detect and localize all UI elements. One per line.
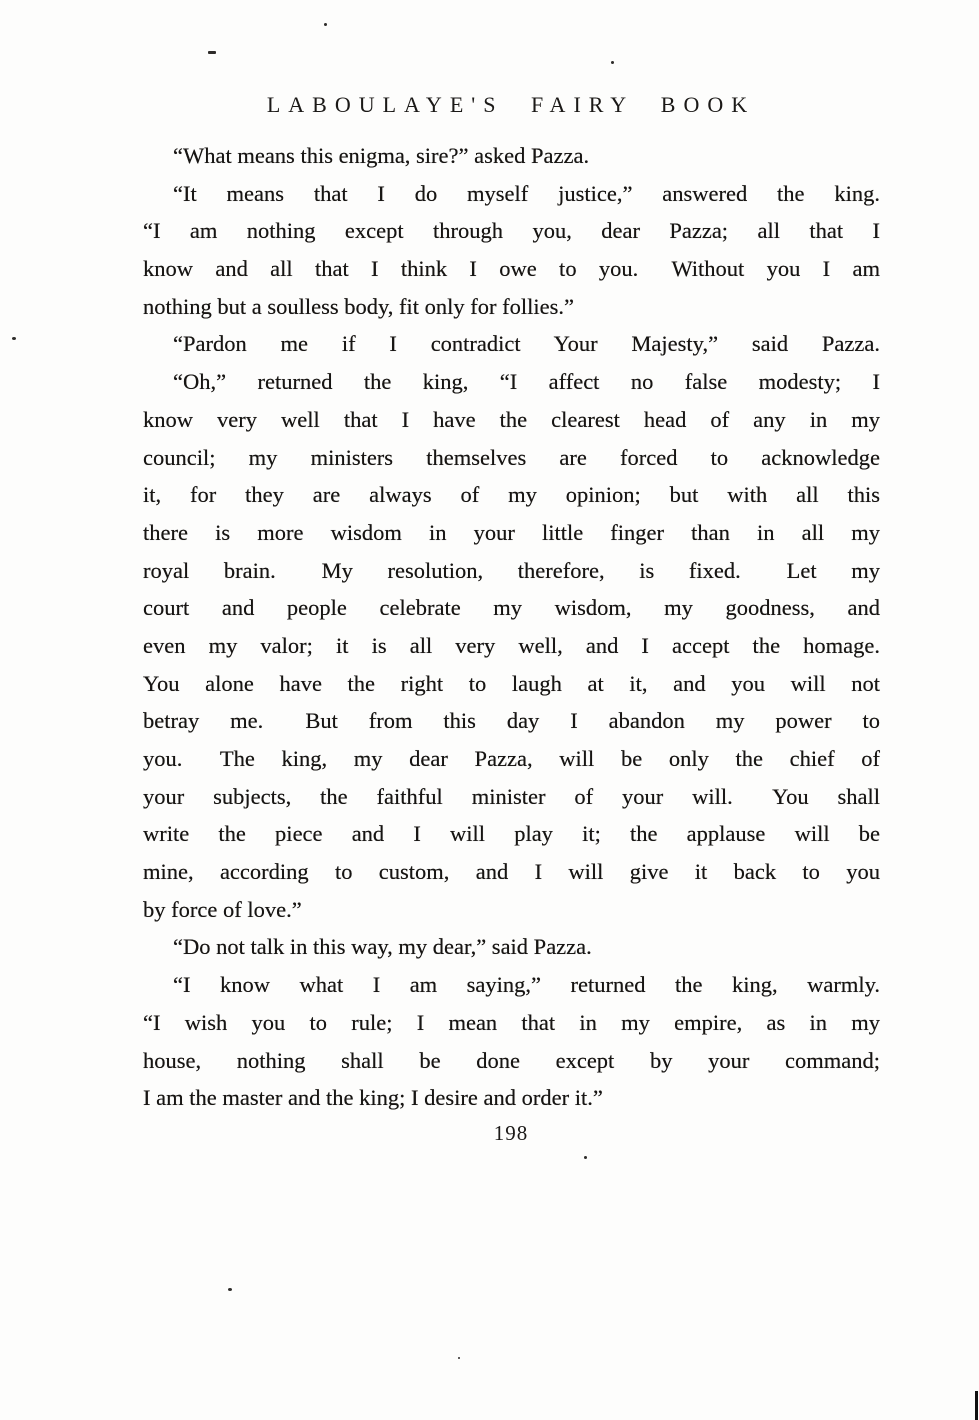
text-line: house, nothing shall be done except by your command; <box>143 1047 880 1073</box>
scan-edge-mark <box>975 1391 978 1420</box>
text-line: betray me. But from this day I abandon my power to <box>143 708 880 734</box>
text-line: by force of love.” <box>143 896 302 922</box>
text-line: nothing but a soulless body, fit only for follies.” <box>143 293 574 319</box>
scan-speck <box>208 51 216 54</box>
scan-speck <box>324 23 327 26</box>
text-line: your subjects, the faithful minister of your will. You shall <box>143 783 880 809</box>
text-line: “Pardon me if I contradict Your Majesty,” said Pazza. <box>173 331 880 357</box>
text-line: it, for they are always of my opinion; but with all this <box>143 482 880 508</box>
text-line: know very well that I have the clearest head of any in my <box>143 406 880 432</box>
text-line: council; my ministers themselves are forced to acknowledge <box>143 444 880 470</box>
text-line: court and people celebrate my wisdom, my goodness, and <box>143 595 880 621</box>
text-line: mine, according to custom, and I will give it back to you <box>143 859 880 885</box>
text-line: “I am nothing except through you, dear Pazza; all that I <box>143 218 880 244</box>
text-line: “Do not talk in this way, my dear,” said Pazza. <box>173 934 592 960</box>
scan-speck <box>458 1357 460 1359</box>
text-line: even my valor; it is all very well, and I accept the homage. <box>143 632 880 658</box>
scan-speck <box>12 337 16 340</box>
text-line: know and all that I think I owe to you. Without you I am <box>143 256 880 282</box>
text-line: “I wish you to rule; I mean that in my empire, as in my <box>143 1009 880 1035</box>
text-line: “It means that I do myself justice,” answered the king. <box>173 180 880 206</box>
text-line: royal brain. My resolution, therefore, is fixed. Let my <box>143 557 880 583</box>
text-line: “Oh,” returned the king, “I affect no false modesty; I <box>173 369 880 395</box>
page-text <box>143 137 880 1117</box>
scan-speck <box>584 1156 587 1159</box>
text-line: “What means this enigma, sire?” asked Pazza. <box>173 143 590 168</box>
text-line: there is more wisdom in your little finger than in all my <box>143 519 880 545</box>
text-line: write the piece and I will play it; the applause will be <box>143 821 880 847</box>
text-line: I am the master and the king; I desire and order it.” <box>143 1085 603 1111</box>
text-line: you. The king, my dear Pazza, will be only the chief of <box>143 746 880 771</box>
text-line: You alone have the right to laugh at it, and you will not <box>143 670 880 696</box>
running-head: LABOULAYE'S FAIRY BOOK <box>266 92 756 117</box>
scan-speck <box>228 1288 232 1291</box>
page-number: 198 <box>493 1121 529 1145</box>
scan-speck <box>611 61 614 64</box>
text-line: “I know what I am saying,” returned the king, warmly. <box>173 972 880 998</box>
